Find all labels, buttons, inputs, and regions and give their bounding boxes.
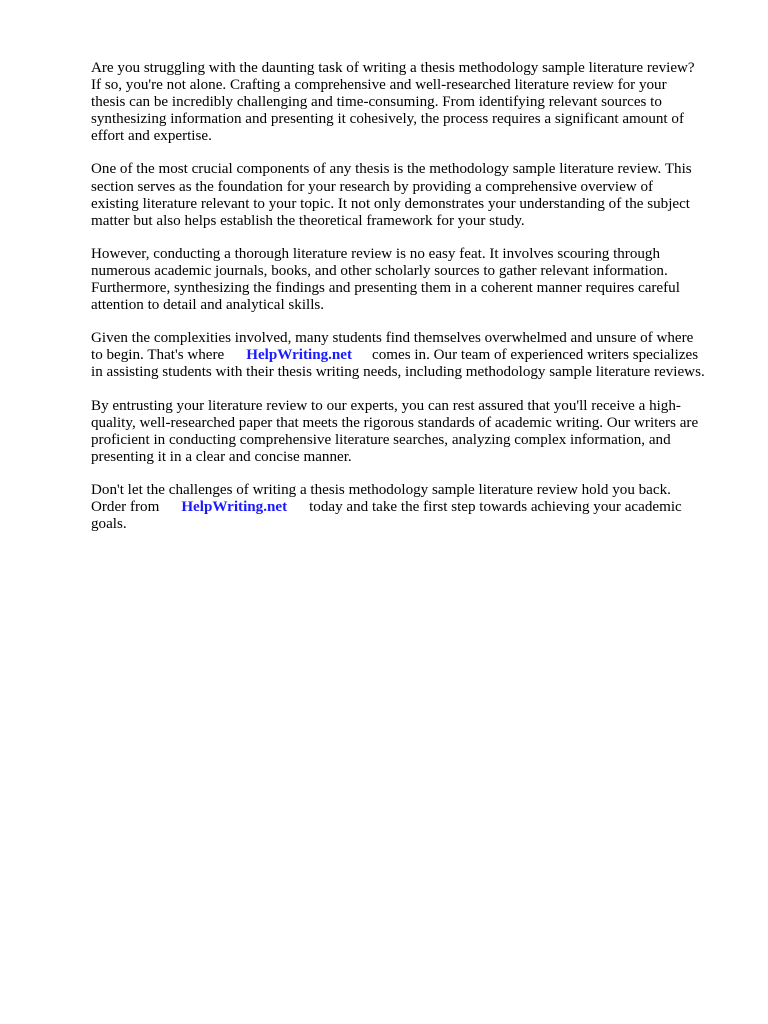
text-fragment: today and take the first step towards achieving your academic (309, 498, 682, 515)
document-page (91, 60, 731, 549)
paragraph-intro (91, 60, 731, 145)
text-line: matter but also helps establish the theoretical framework for your study. (91, 212, 525, 229)
helpwriting-link[interactable]: HelpWriting.net (246, 347, 353, 364)
text-line: synthesizing information and presenting it cohesively, the process requires a significant amount of (91, 111, 684, 128)
text-fragment: Order from (91, 498, 160, 515)
text-line: section serves as the foundation for your research by providing a comprehensive overview of (91, 178, 654, 195)
text-line: attention to detail and analytical skills. (91, 297, 325, 314)
text-line (91, 347, 731, 364)
text-line: Are you struggling with the daunting task of writing a thesis methodology sample literature review? (91, 60, 695, 76)
helpwriting-link[interactable]: HelpWriting.net (181, 498, 288, 515)
text-line: in assisting students with their thesis writing needs, including methodology sample literature reviews. (91, 364, 705, 381)
text-line: thesis can be incredibly challenging and time-consuming. From identifying relevant sources to (91, 94, 662, 111)
text-line: effort and expertise. (91, 128, 212, 145)
paragraph-service (91, 330, 731, 381)
text-line: One of the most crucial components of any thesis is the methodology sample literature review. This (91, 161, 692, 178)
text-line: existing literature relevant to your topic. It not only demonstrates your understanding of the subject (91, 195, 690, 212)
text-line: By entrusting your literature review to our experts, you can rest assured that you'll receive a high- (91, 397, 681, 414)
text-line: presenting it in a clear and concise manner. (91, 448, 352, 465)
text-line: goals. (91, 516, 127, 533)
text-line: Furthermore, synthesizing the findings and presenting them in a coherent manner requires careful (91, 280, 680, 297)
text-line: Given the complexities involved, many students find themselves overwhelmed and unsure of where (91, 330, 694, 347)
paragraph-call-to-action (91, 482, 731, 533)
text-fragment: comes in. Our team of experienced writers specializes (372, 347, 699, 364)
text-line: numerous academic journals, books, and other scholarly sources to gather relevant information. (91, 262, 668, 279)
text-line: proficient in conducting comprehensive literature searches, analyzing complex information, and (91, 431, 671, 448)
paragraph-importance (91, 161, 731, 229)
paragraph-difficulty (91, 246, 731, 314)
text-line: However, conducting a thorough literature review is no easy feat. It involves scouring through (91, 245, 661, 262)
text-line (91, 499, 731, 516)
text-line: Don't let the challenges of writing a thesis methodology sample literature review hold you back. (91, 481, 671, 498)
text-line: If so, you're not alone. Crafting a comprehensive and well-researched literature review for your (91, 77, 667, 94)
text-fragment: to begin. That's where (91, 347, 225, 364)
paragraph-experts (91, 398, 731, 466)
text-line: quality, well-researched paper that meets the rigorous standards of academic writing. Our writers are (91, 414, 699, 431)
